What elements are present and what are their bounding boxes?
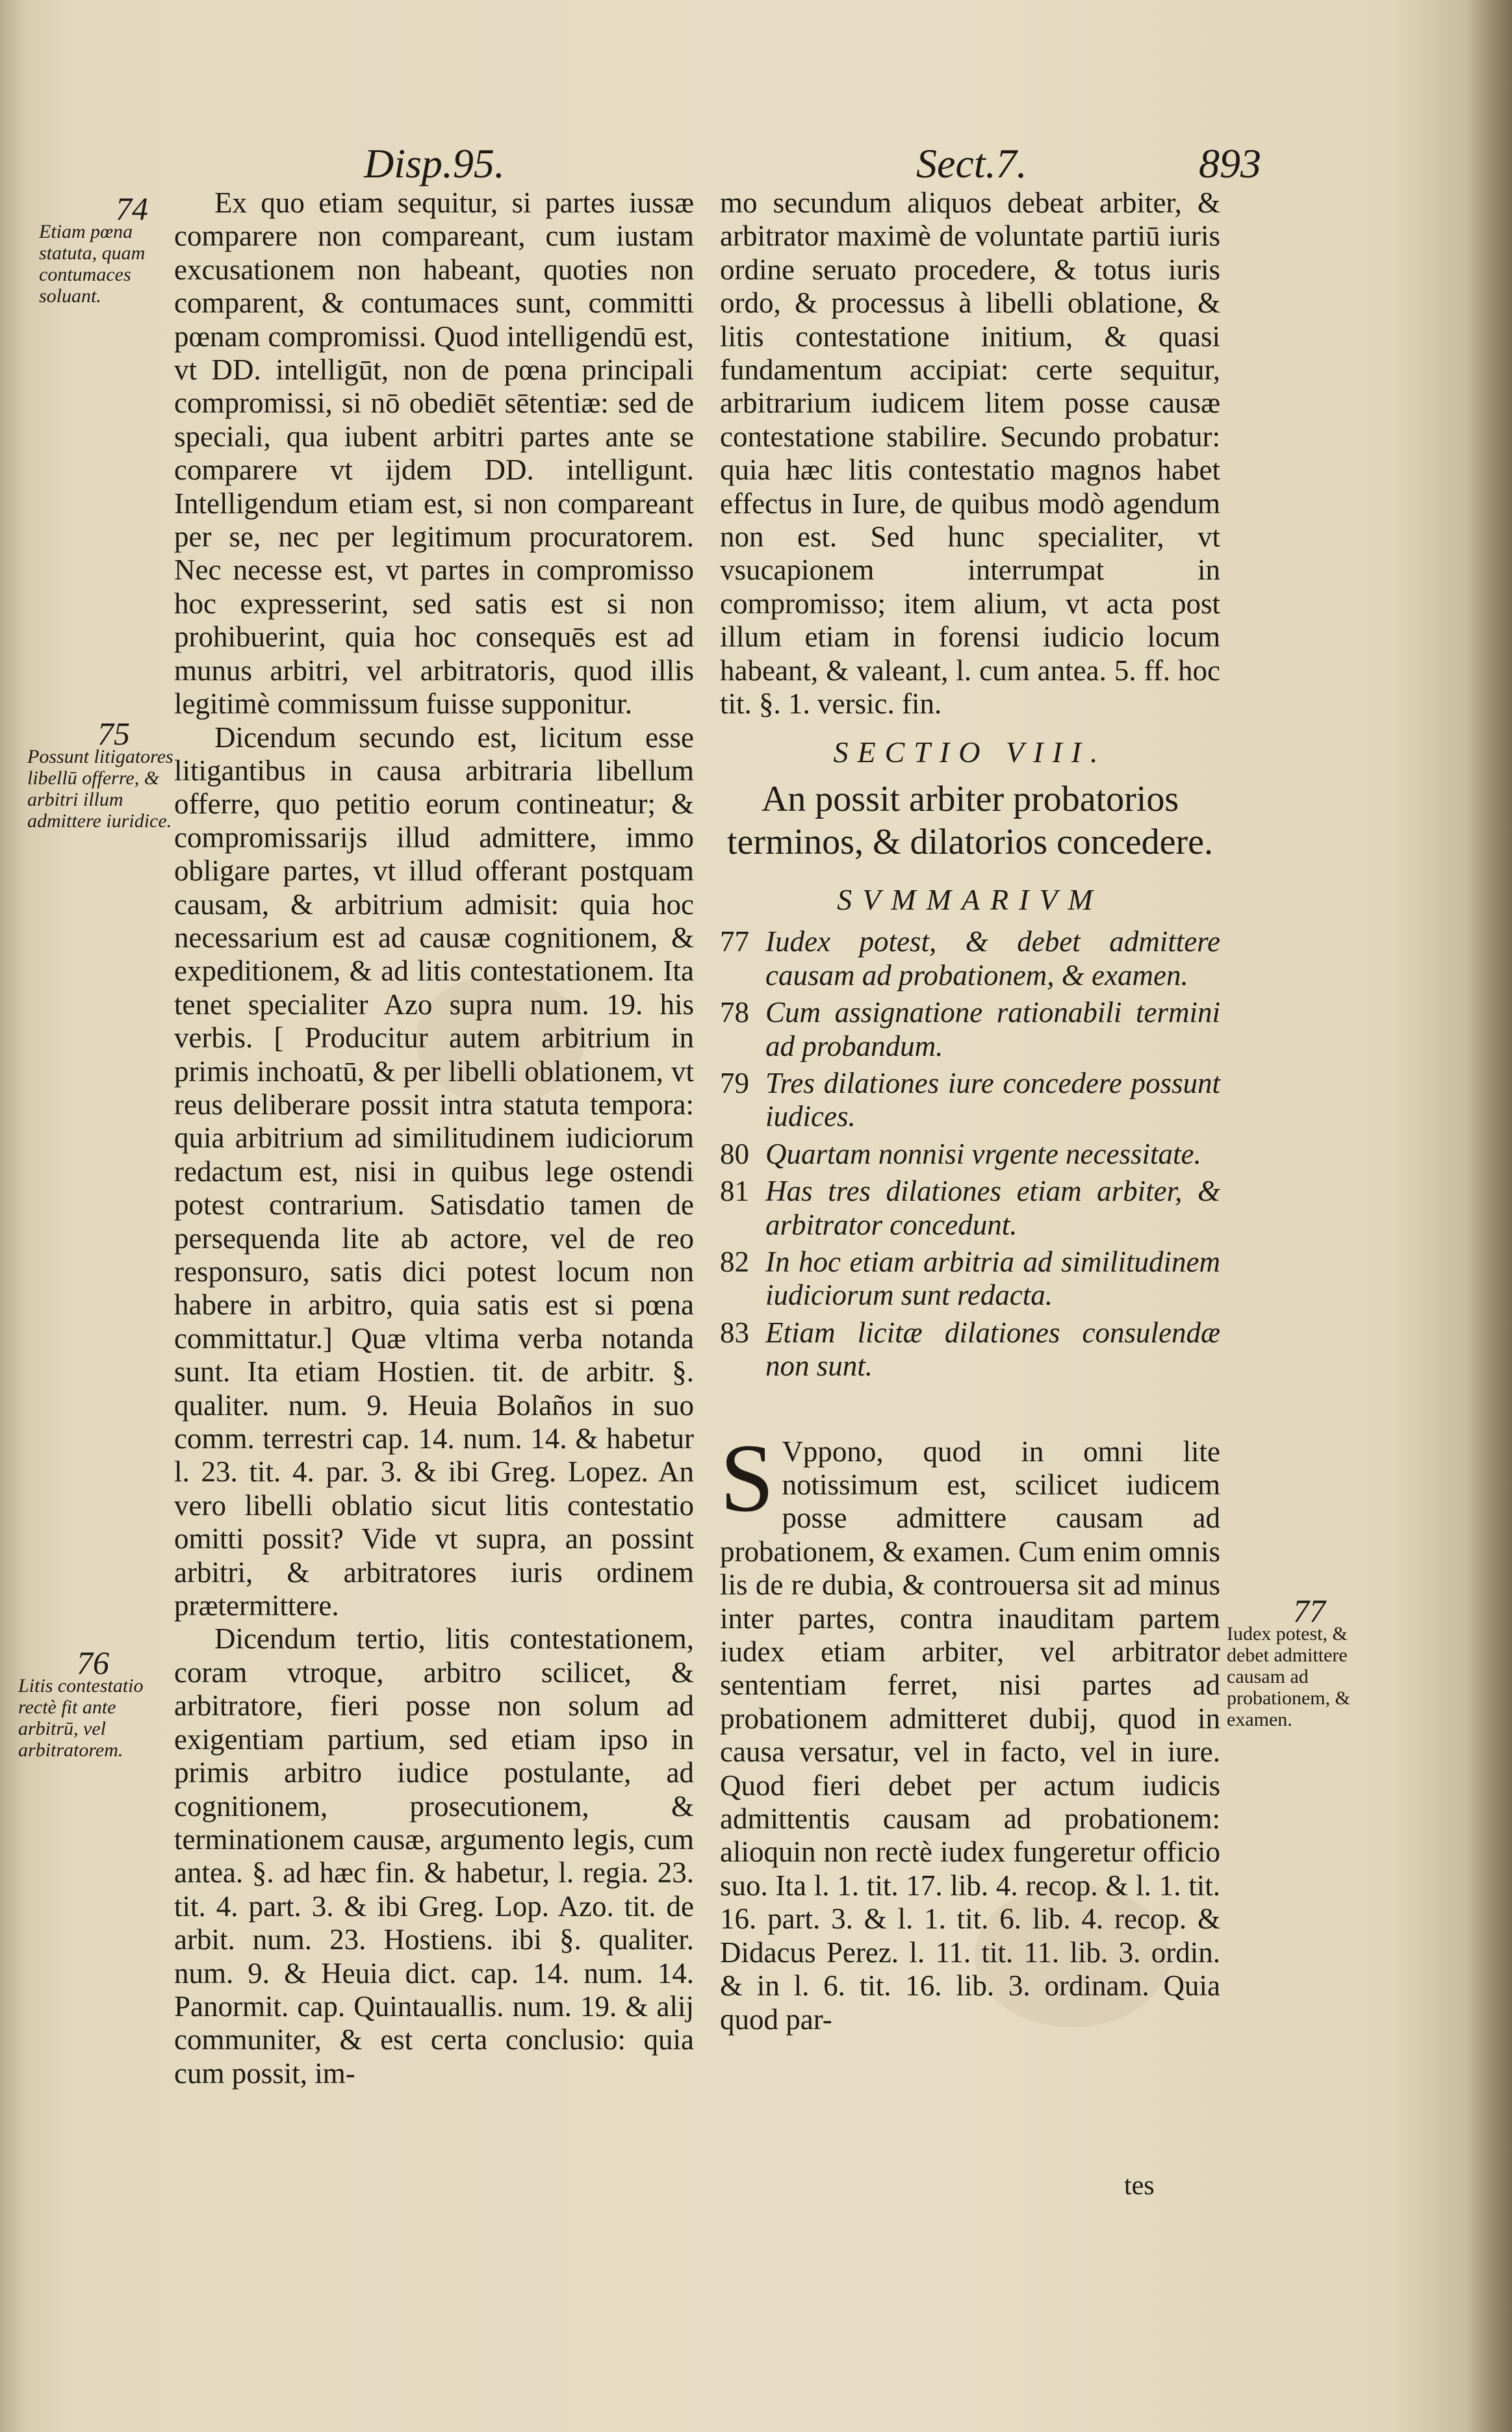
paragraph-76: Dicendum tertio, litis contestationem, coram vtroque, arbitro scilicet, & arbitratore, fieri posse non solum ad exigentiam partium, sed etiam ipso in primis arbitro iudice postulante, ad cognitionem, prosecutionem, & terminationem causæ, argumento legis, cum antea. §. ad hæc fin. & habetur, l. regia. 23. tit. 4. part. 3. & ibi Greg. Lop. Azo. tit. de arbit. num. 23. Hostiens. ibi §. qualiter. num. 9. & Heuia dict. cap. 14. num. 14. Panormit. cap. Quintauallis. num. 19. & alij communiter, & est certa conclusio: quia cum possit, im- [174,1622,694,2090]
summary-number: 77 [720,925,749,958]
running-head-section: Sect.7. [916,140,1027,186]
summary-number: 79 [720,1066,749,1099]
summary-text: Iudex potest, & debet admittere causam ad probationem, & examen. [765,925,1220,992]
right-text-column [720,186,1220,2036]
margin-number-74: 74 [116,190,148,227]
catchword: tes [1124,2171,1155,2201]
left-text-column [174,186,694,2090]
summary-text: In hoc etiam arbitria ad similitudinem iudiciorum sunt redacta. [765,1245,1220,1312]
summary-item [720,1246,1220,1312]
body-text: Vppono, quod in omni lite notissimum est, scilicet iudicem posse admittere causam ad probationem, & examen. Cum enim omnis lis de re dubia, & controuersa sit ad minus inter partes, contra inauditam partem iudex etiam arbiter, vel arbitrator sententiam ferret, nisi partes ad probationem admitteret dubij, quod in causa versatur, vel in facto, vel in iure. Quod fieri debet per actum iudicis admittentis causam ad probationem: alioquin non rectè iudex fungeretur officio suo. Ita l. 1. tit. 17. lib. 4. recop. & l. 1. tit. 16. part. 3. & l. 1. tit. 6. lib. 4. recop. & Didacus Perez. l. 11. tit. 11. lib. 3. ordin. & in l. 6. tit. 16. lib. 3. ordinam. Quia quod par- [720,1435,1220,2036]
summary-list [720,925,1220,1383]
page-number: 893 [1199,140,1261,186]
summary-number: 78 [720,996,749,1029]
margin-number-77: 77 [1293,1593,1326,1629]
summary-text: Etiam licitæ dilationes consulendæ non sunt. [765,1316,1220,1383]
summary-item [720,925,1220,992]
margin-number-76: 76 [77,1645,109,1681]
summary-text: Tres dilationes iure concedere possunt iudices. [765,1066,1220,1133]
page-gutter-shadow [1467,0,1512,2432]
drop-cap: S [720,1424,775,1532]
section-title: An possit arbiter probatorios terminos, & dilatorios concedere. [727,778,1213,862]
summary-item [720,1138,1220,1171]
summary-number: 81 [720,1175,749,1208]
summary-item [720,1067,1220,1134]
summary-text: Cum assignatione rationabili termini ad probandum. [765,996,1220,1062]
summary-number: 82 [720,1245,749,1278]
summary-heading: SVMMARIVM [837,882,1103,916]
margin-number-75: 75 [97,715,130,752]
summary-text: Has tres dilationes etiam arbiter, & arbitrator concedunt. [765,1175,1220,1241]
running-head-left: Disp.95. [364,140,505,186]
summary-number: 80 [720,1137,749,1170]
summary-item [720,996,1220,1063]
summary-text: Quartam nonnisi vrgente necessitate. [765,1137,1201,1170]
margin-note-74: Etiam pœna statuta, quam contumaces soluant. [39,221,146,307]
paragraph-74: Ex quo etiam sequitur, si partes iussæ comparere non compareant, cum iustam excusationem non habeant, quoties non comparent, & contumaces sunt, committi pœnam compromissi. Quod intelligendū est, vt DD. intelligūt, non de pœna principali compromissi, si nō obediēt sētentiæ: sed de speciali, qua iubent arbitri partes ante se comparere vt ijdem DD. intelligunt. Intelligendum etiam est, si non compareant per se, nec per legitimum procuratorem. Nec necesse est, vt partes in compromisso hoc expresserint, sed satis est si non prohibuerint, quia hoc consequēs est ad munus arbitri, vel arbitratoris, quod illis legitimè commissum fuisse supponitur. [174,186,694,721]
summary-item [720,1316,1220,1383]
summary-item [720,1175,1220,1242]
margin-note-76: Litis contestatio rectè fit ante arbitrū, vel arbitratorem. [18,1675,144,1761]
continued-paragraph: mo secundum aliquos debeat arbiter, & arbitrator maximè de voluntate partiū iuris ordine seruato procedere, & totus iuris ordo, & processus à libelli oblatione, & litis contestatione initium, & quasi fundamentum accipiat: certe sequitur, arbitrarium iudicem litem posse causæ contestatione stabilire. Secundo probatur: quia hæc litis contestatio magnos habet effectus in Iure, de quibus modò agendum non est. Sed hunc specialiter, vt vsucapionem interrumpat in compromisso; item alium, vt acta post illum etiam in forensi iudicio locum habeant, & valeant, l. cum antea. 5. ff. hoc tit. §. 1. versic. fin. [720,186,1220,721]
margin-note-77: Iudex potest, & debet admittere causam ad probationem, & examen. [1227,1623,1350,1730]
summary-number: 83 [720,1316,749,1349]
paragraph-75: Dicendum secundo est, licitum esse litigantibus in causa arbitraria libellum offerre, quo petitio eorum contineatur; & compromissarijs illud admittere, immo obligare partes, vt illud offerant postquam causam, & arbitrium admisit: quia hoc necessarium est ad causæ cognitionem, & expeditionem, & ad litis contestationem. Ita tenet specialiter Azo supra num. 19. his verbis. [ Producitur autem arbitrium in primis inchoatū, & per libelli oblationem, vt reus deliberare possit intra statuta tempora: quia arbitrium ad similitudinem iudiciorum redactum est, nisi in quibus lege ostendi potest contrarium. Satisdatio tamen de persequenda lite ab actore, vel de reo responsuro, satis dici potest locum non habere in arbitro, quia satis est si pœna committatur.] Quæ vltima verba notanda sunt. Ita etiam Hostien. tit. de arbitr. §. qualiter. num. 9. Heuia Bolaños in suo comm. terrestri cap. 14. num. 14. & habetur l. 23. tit. 4. par. 3. & ibi Greg. Lopez. An vero libelli oblatio sicut litis contestatio omitti possit? Vide vt supra, an possint arbitri, & arbitratores iuris ordinem prætermittere. [174,721,694,1622]
section-body [720,1424,1220,2036]
margin-note-75: Possunt litigatores libellū offerre, & arbitri illum admittere iuridice. [27,746,173,832]
section-heading: SECTIO VIII. [833,735,1107,769]
